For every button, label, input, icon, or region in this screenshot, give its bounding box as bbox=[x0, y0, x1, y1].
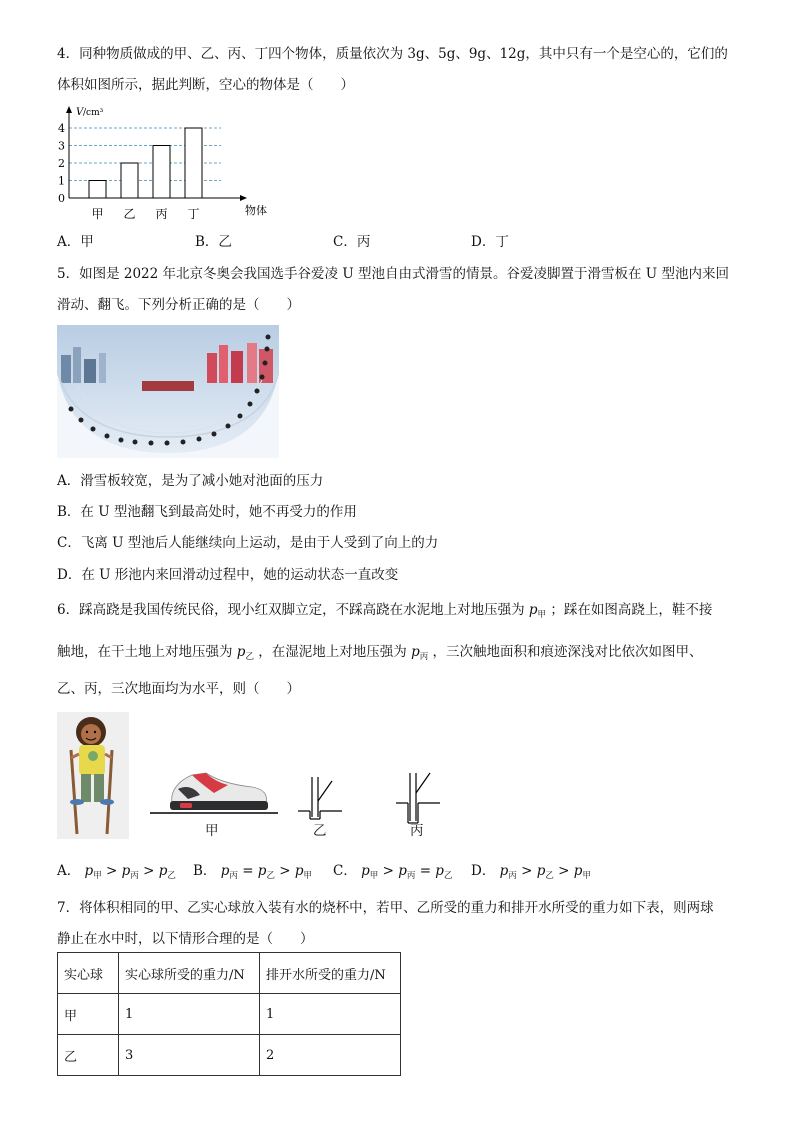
q6-option-c: C． $p_甲 > p_丙 = p_乙$ bbox=[333, 863, 453, 881]
table-header-cell: 实心球所受的重力/N bbox=[119, 953, 260, 994]
stilt-dry-soil-figure bbox=[296, 773, 344, 823]
q4-option-b: B．乙 bbox=[195, 234, 232, 250]
q7-line2: 静止在水中时，以下情形合理的是（ ） bbox=[57, 931, 314, 947]
bar bbox=[153, 146, 170, 199]
q6-option-b: B． $p_丙 = p_乙 > p_甲$ bbox=[193, 863, 313, 881]
q6-option-d: D． $p_丙 > p_乙 > p_甲$ bbox=[471, 863, 591, 881]
figure-label-jia: 甲 bbox=[205, 823, 219, 839]
p-jia-symbol: $p_甲$ bbox=[528, 602, 547, 620]
table-cell: 乙 bbox=[58, 1035, 119, 1076]
q6-line2-text-a: 触地，在干土地上对地压强为 bbox=[57, 644, 233, 660]
x-axis-label: 物体 bbox=[245, 204, 267, 217]
y-tick-label: 2 bbox=[58, 157, 65, 170]
y-axis-arrow bbox=[66, 106, 72, 113]
y-tick-label: 0 bbox=[58, 192, 65, 205]
q6-line2-text-b: ，在湿泥地上对地压强为 bbox=[258, 644, 407, 660]
q7-line1: 7．将体积相同的甲、乙实心球放入装有水的烧杯中，若甲、乙所受的重力和排开水所受的重力如下表，则两球 bbox=[57, 900, 714, 916]
q5-option-b: B．在 U 型池翻飞到最高处时，她不再受力的作用 bbox=[57, 504, 357, 520]
table-cell: 1 bbox=[119, 994, 260, 1035]
table-header-cell: 实心球 bbox=[58, 953, 119, 994]
table-cell: 1 bbox=[260, 994, 401, 1035]
q4-option-d: D．丁 bbox=[471, 234, 509, 250]
y-tick-label: 1 bbox=[58, 174, 65, 188]
q6-line3: 乙、丙，三次地面均为水平，则（ ） bbox=[57, 681, 300, 697]
table-row bbox=[58, 994, 401, 1035]
q6-line1-text-a: 6．踩高跷是我国传统民俗，现小红双脚立定，不踩高跷在水泥地上对地压强为 bbox=[57, 602, 525, 618]
x-category-label: 丁 bbox=[187, 207, 200, 220]
x-category-label: 丙 bbox=[155, 207, 168, 220]
q5-line2: 滑动、翻飞。下列分析正确的是（ ） bbox=[57, 297, 300, 313]
x-category-label: 乙 bbox=[123, 207, 136, 220]
shoe-on-concrete-figure bbox=[148, 765, 280, 820]
q6-line1 bbox=[57, 601, 712, 624]
table-header-row bbox=[58, 953, 401, 994]
q4-line2: 体积如图所示，据此判断，空心的物体是（ ） bbox=[57, 77, 354, 93]
q4-option-c: C．丙 bbox=[333, 234, 371, 250]
q6-option-a: A． $p_甲 > p_丙 > p_乙$ bbox=[57, 863, 176, 881]
figure-label-yi: 乙 bbox=[313, 823, 327, 839]
table-cell: 2 bbox=[260, 1035, 401, 1076]
bar bbox=[89, 181, 106, 199]
y-axis-label-v: V bbox=[76, 107, 84, 118]
q4-option-a: A．甲 bbox=[57, 234, 94, 250]
y-tick-label: 4 bbox=[58, 122, 65, 135]
x-category-label: 甲 bbox=[91, 207, 104, 220]
q5-option-c: C．飞离 U 型池后人能继续向上运动，是由于人受到了向上的力 bbox=[57, 535, 439, 551]
table-cell: 甲 bbox=[58, 994, 119, 1035]
q6-line2-text-c: ，三次触地面积和痕迹深浅对比依次如图甲、 bbox=[432, 644, 703, 660]
bar bbox=[185, 128, 202, 198]
bar bbox=[121, 163, 138, 198]
q7-data-table bbox=[57, 952, 401, 1076]
q5-option-a: A．滑雪板较宽，是为了减小她对池面的压力 bbox=[57, 473, 324, 489]
x-axis-arrow bbox=[240, 195, 247, 201]
stilt-girl-illustration bbox=[57, 712, 129, 839]
p-bing-symbol: $p_丙$ bbox=[411, 644, 429, 662]
figure-label-bing: 丙 bbox=[410, 823, 424, 839]
table-header-cell: 排开水所受的重力/N bbox=[260, 953, 401, 994]
q5-option-d: D．在 U 形池内来回滑动过程中，她的运动状态一直改变 bbox=[57, 567, 399, 583]
q4-volume-chart bbox=[55, 104, 285, 220]
halfpipe-skiing-photo bbox=[57, 325, 279, 458]
q6-line2 bbox=[57, 643, 703, 666]
y-axis-label-unit: /cm³ bbox=[83, 108, 104, 118]
q5-line1: 5．如图是 2022 年北京冬奥会我国选手谷爱凌 U 型池自由式滑雪的情景。谷爱凌脚置于滑雪板在 U 型池内来回 bbox=[57, 266, 729, 282]
table-row bbox=[58, 1035, 401, 1076]
q6-line1-text-b: ；踩在如图高跷上，鞋不接 bbox=[550, 602, 713, 618]
stilt-wet-mud-figure bbox=[394, 769, 442, 825]
q4-line1: 4．同种物质做成的甲、乙、丙、丁四个物体，质量依次为 3g、5g、9g、12g，其中只有一个是空心的，它们的 bbox=[57, 46, 728, 62]
p-yi-symbol: $p_乙$ bbox=[236, 644, 254, 662]
table-cell: 3 bbox=[119, 1035, 260, 1076]
y-tick-label: 3 bbox=[58, 139, 65, 153]
